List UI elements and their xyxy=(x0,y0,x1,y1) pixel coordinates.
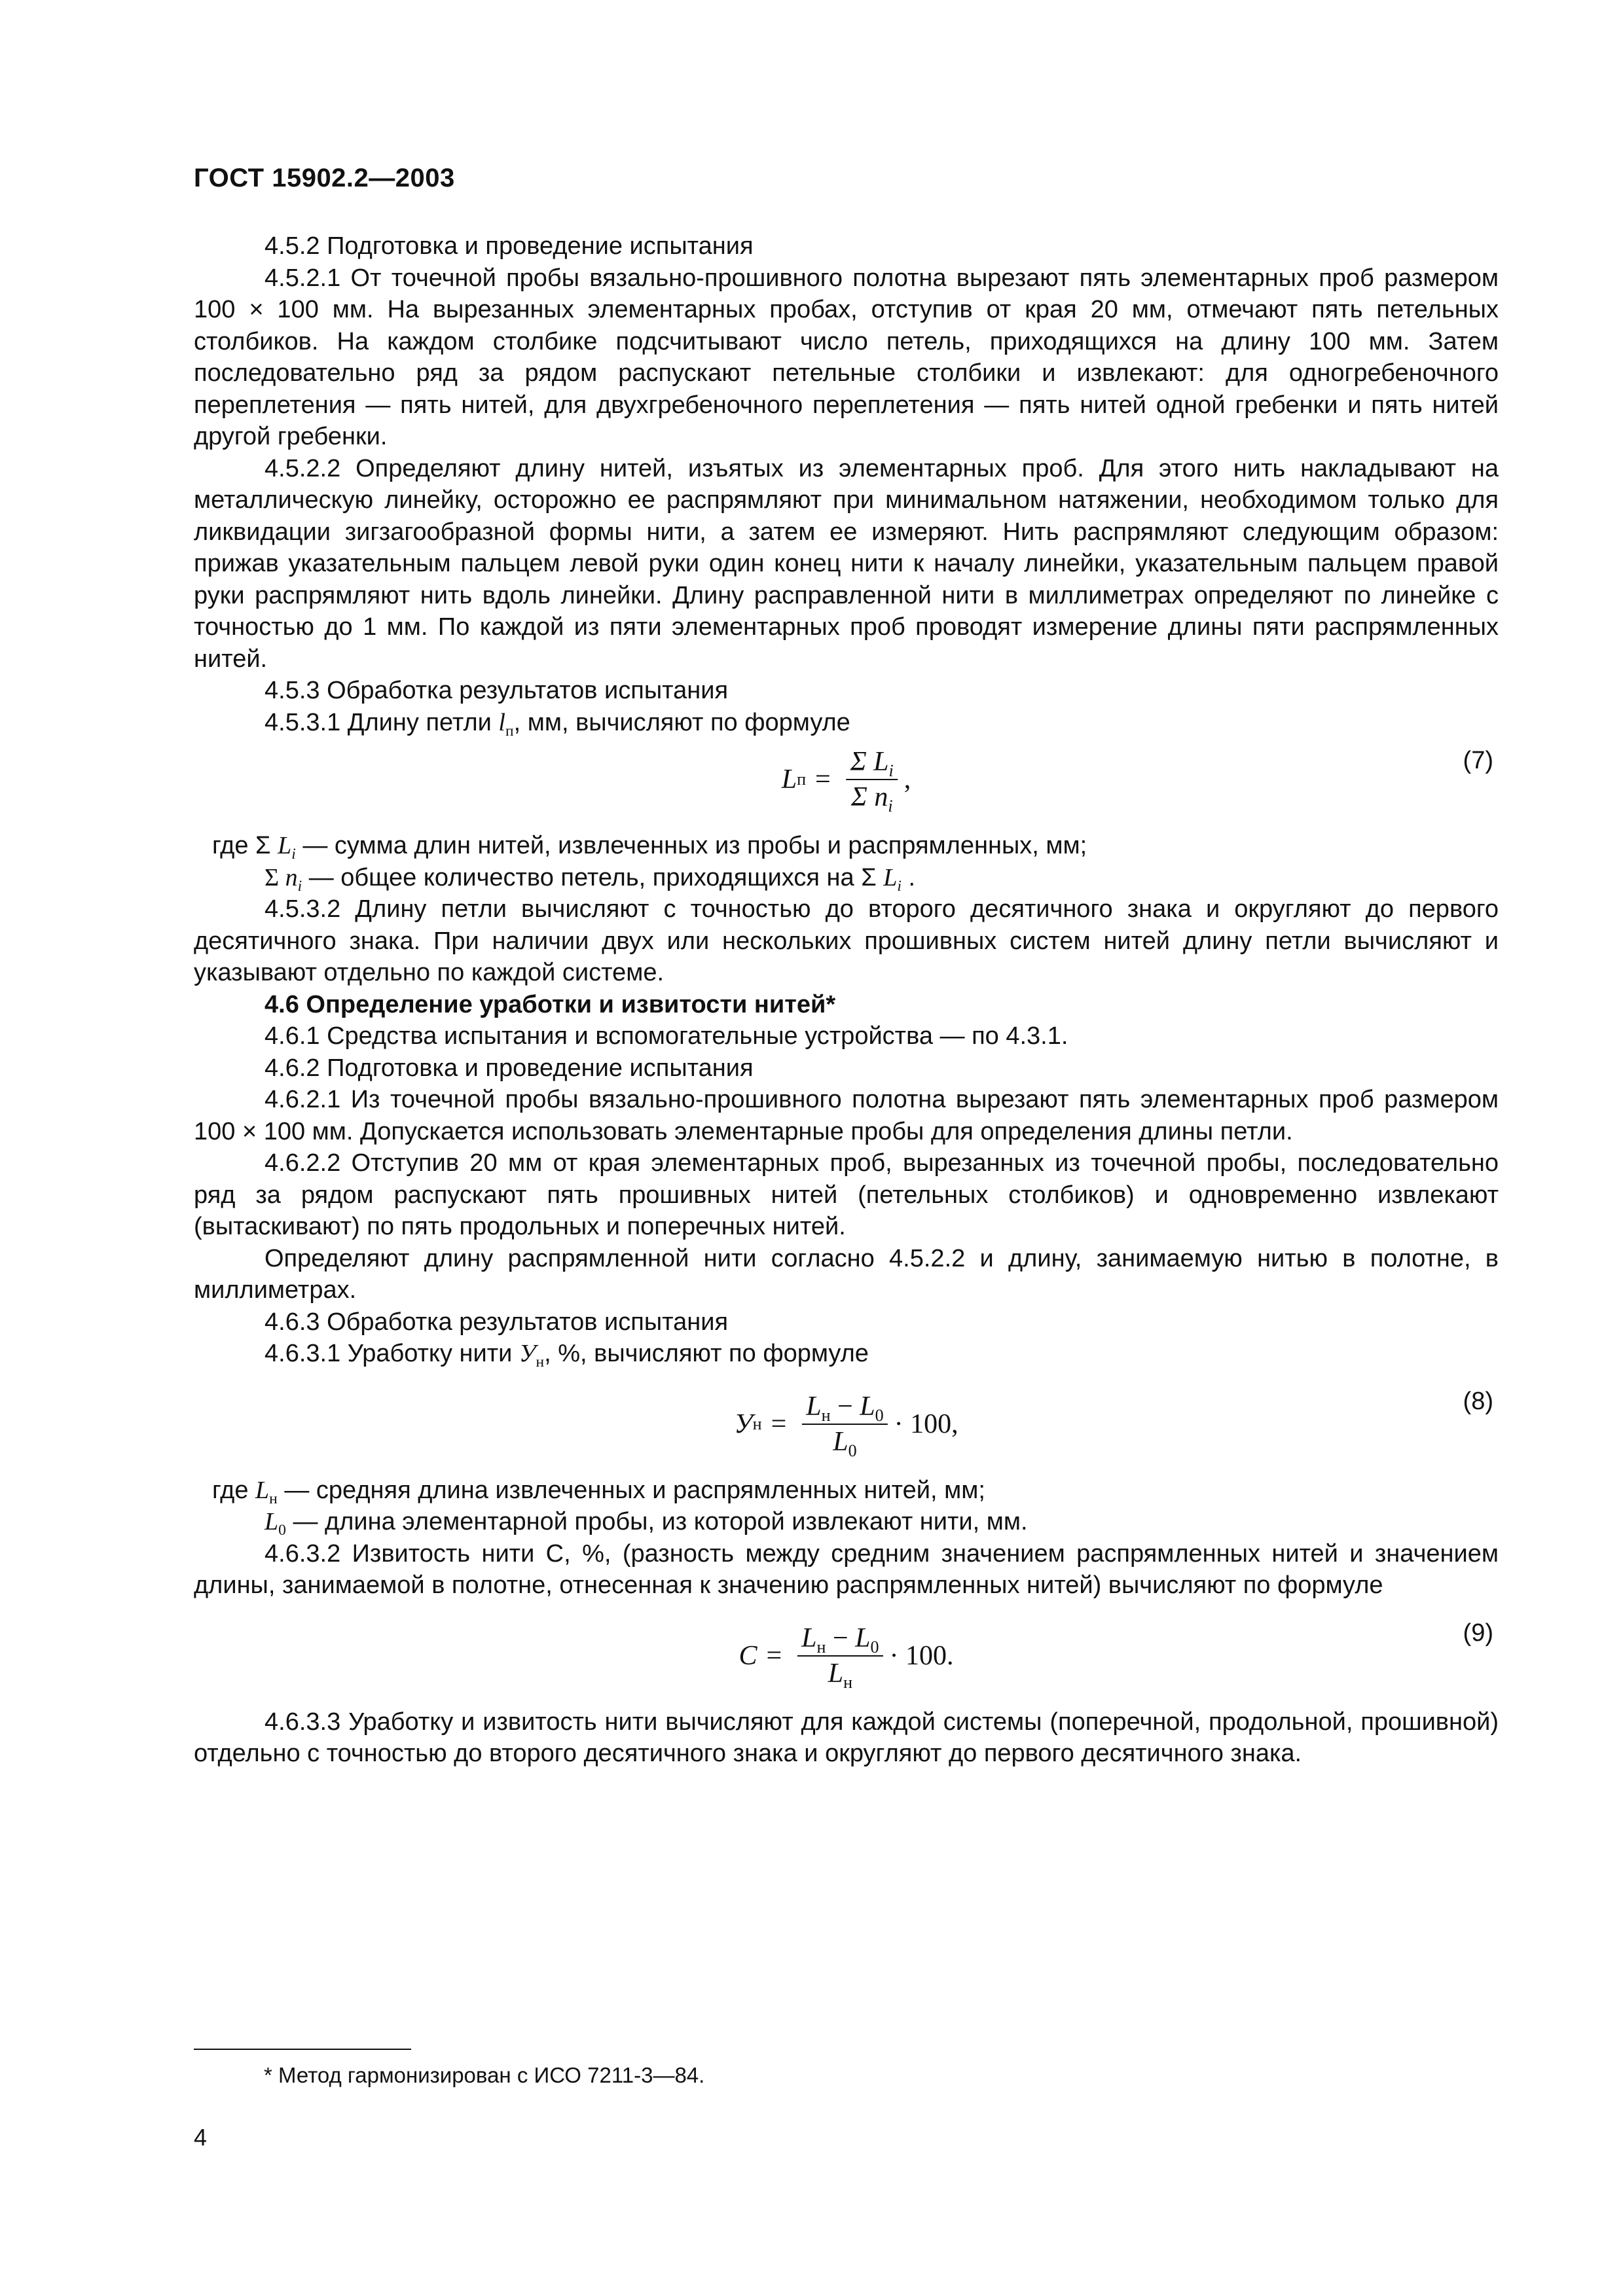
numerator-sub-b: 0 xyxy=(870,1637,879,1657)
text-run: Σ xyxy=(264,863,285,891)
math-subscript: н xyxy=(536,1354,545,1371)
paragraph-4-6-3-1 xyxy=(194,1338,1499,1370)
footnote: * Метод гармонизирован с ИСО 7211-3—84. xyxy=(264,2063,705,2087)
text-run: 4.6.3.1 Уработку нити xyxy=(264,1340,519,1367)
section-4-5-3: 4.5.3 Обработка результатов испытания xyxy=(264,677,729,704)
formula-lhs: L xyxy=(781,764,797,795)
text-run: — длина элементарной пробы, из которой извлекают нити, мм. xyxy=(285,1508,1028,1535)
text-run: . xyxy=(901,863,916,891)
document-header: ГОСТ 15902.2—2003 xyxy=(194,164,455,192)
equation-7 xyxy=(194,738,1499,830)
fraction-numerator xyxy=(847,746,898,780)
denominator-text: L xyxy=(828,1658,844,1689)
math-variable: У xyxy=(519,1340,536,1367)
numerator-var-b: L xyxy=(855,1623,871,1653)
where-8-line-2 xyxy=(194,1506,1499,1538)
section-4-6-heading: 4.6 Определение уработки и извитости нитей* xyxy=(264,990,836,1018)
paragraph-4-6-3-2: 4.6.3.2 Извитость нити С, %, (разность между средним значением распрямленных нитей и значением длины, занимаемой в полотне, отнесенная к значению распрямленных нитей) вычисляют по формуле xyxy=(194,1539,1499,1599)
paragraph-4-5-3-2: 4.5.3.2 Длину петли вычисляют с точностью до второго десятичного знака и округляют до первого десятичного знака. При наличии двух или нескольких прошивных систем нитей длину петли вычисляют и указывают отдельно по каждой системе. xyxy=(194,895,1499,986)
numerator-var-a: L xyxy=(801,1623,817,1653)
math-subscript: i xyxy=(297,877,302,895)
formula-tail: · 100, xyxy=(894,1408,958,1439)
paragraph-4-6-1: 4.6.1 Средства испытания и вспомогательные устройства — по 4.3.1. xyxy=(264,1022,1068,1050)
numerator-text: Σ L xyxy=(850,747,889,777)
text-run: 4.5.3.1 Длину петли xyxy=(264,708,499,736)
math-variable: n xyxy=(285,863,298,891)
footnote-divider xyxy=(194,2049,411,2050)
fraction-denominator xyxy=(824,1657,856,1692)
formula-lhs: У xyxy=(734,1408,753,1439)
numerator-subscript: i xyxy=(888,761,894,781)
text-run: где Σ xyxy=(212,832,278,859)
fraction-denominator xyxy=(829,1425,860,1458)
denominator-subscript: i xyxy=(888,797,893,816)
math-variable: L xyxy=(883,863,898,891)
fraction-denominator xyxy=(847,780,897,816)
paragraph-determine-length: Определяют длину распрямленной нити согласно 4.5.2.2 и длину, занимаемую нитью в полотне, в миллиметрах. xyxy=(194,1244,1499,1304)
numerator-var-b: L xyxy=(860,1391,875,1422)
formula-8: У н = $\frac{L_н - L_0}{L_0}$ · 100, xyxy=(734,1391,958,1460)
section-4-5-2: 4.5.2 Подготовка и проведение испытания xyxy=(264,232,754,260)
paragraph-4-5-3-1 xyxy=(194,707,1499,739)
denominator-text: Σ n xyxy=(850,782,888,813)
paragraph-4-6-2-1: 4.6.2.1 Из точечной пробы вязально-прошивного полотна вырезают пять элементарных проб размером 100 × 100 мм. Допускается использовать элементарные пробы для определения длины петли. xyxy=(194,1086,1499,1145)
fraction-numerator xyxy=(797,1623,883,1657)
equation-number-9: (9) xyxy=(1463,1619,1493,1647)
minus-sign: − xyxy=(826,1623,856,1653)
paragraph-4-5-2-1: 4.5.2.1 От точечной пробы вязально-прошивного полотна вырезают пять элементарных проб размером 100 × 100 мм. На вырезанных элементарных пробах, отступив от края 20 мм, отмечают пять петельных столбиков. На каждом столбике подсчитывают число петель, приходящихся на длину 100 мм. Затем последовательно ряд за рядом распускают петельные столбики и извлекают: для одногребеночного переплетения — пять нитей, для двухгребеночного переплетения — пять нитей одной гребенки и пять нитей другой гребенки. xyxy=(194,264,1499,450)
paragraph-4-6-3-3: 4.6.3.3 Уработку и извитость нити вычисляют для каждой системы (поперечной, продольной, прошивной) отдельно с точностью до второго десятичного знака и округляют до первого десятичного знака. xyxy=(194,1708,1499,1767)
equals-sign: = xyxy=(771,1408,787,1439)
denominator-subscript: 0 xyxy=(848,1441,857,1460)
document-body xyxy=(194,230,1499,1770)
where-7-line-2 xyxy=(194,862,1499,894)
fraction xyxy=(847,746,898,814)
equation-number-7: (7) xyxy=(1463,747,1493,774)
math-subscript: i xyxy=(897,877,902,895)
minus-sign: − xyxy=(830,1391,860,1422)
text-run: , мм, вычисляют по формуле xyxy=(513,708,850,736)
numerator-sub-a: н xyxy=(821,1405,831,1425)
math-variable: L xyxy=(278,832,292,859)
text-run: — средняя длина извлеченных и распрямленных нитей, мм; xyxy=(277,1476,985,1504)
fraction xyxy=(802,1391,887,1458)
where-7-line-1 xyxy=(194,830,1499,862)
denominator-subscript: н xyxy=(843,1672,852,1692)
text-run: — общее количество петель, приходящихся на Σ xyxy=(302,863,884,891)
equation-9 xyxy=(194,1602,1499,1706)
formula-tail: , xyxy=(903,764,911,795)
math-variable: l xyxy=(498,708,505,736)
math-subscript: i xyxy=(291,846,296,863)
fraction-numerator xyxy=(802,1391,887,1425)
text-run: — сумма длин нитей, извлеченных из пробы и распрямленных, мм; xyxy=(295,832,1087,859)
numerator-var-a: L xyxy=(806,1391,822,1422)
math-subscript: н xyxy=(269,1490,278,1507)
equation-number-8: (8) xyxy=(1463,1387,1493,1415)
section-4-6-2: 4.6.2 Подготовка и проведение испытания xyxy=(264,1054,754,1082)
where-8-line-1 xyxy=(194,1475,1499,1507)
formula-9 xyxy=(739,1623,953,1690)
page-number: 4 xyxy=(194,2124,208,2151)
formula-lhs: C xyxy=(739,1640,757,1671)
math-variable: L xyxy=(255,1476,270,1504)
denominator-text: L xyxy=(833,1426,848,1457)
paragraph-4-5-2-2: 4.5.2.2 Определяют длину нитей, изъятых из элементарных проб. Для этого нить накладывают на металлическую линейку, осторожно ее распрямляют при минимальном натяжении, необходимом только для ликвидации зигзагообразной формы нити, а затем ее измеряют. Нить распрямляют следующим образом: прижав указательным пальцем левой руки один конец нити к началу линейки, указательным пальцем правой руки распрямляют нить вдоль линейки. Длину расправленной нити в миллиметрах определяют по линейке с точностью до 1 мм. По каждой из пяти элементарных проб проводят измерение длины пяти распрямленных нитей. xyxy=(194,454,1499,673)
math-subscript: п xyxy=(505,722,514,740)
paragraph-4-6-2-2: 4.6.2.2 Отступив 20 мм от края элементарных проб, вырезанных из точечной пробы, последовательно ряд за рядом распускают пять прошивных нитей (петельных столбиков) и одновременно извлекают (вытаскивают) по пять продольных и поперечных нитей. xyxy=(194,1149,1499,1240)
section-4-6-3: 4.6.3 Обработка результатов испытания xyxy=(264,1308,729,1336)
equals-sign: = xyxy=(766,1640,782,1671)
formula-7: L п = $\frac{\Sigma L_i}{\Sigma n_i}$ , xyxy=(781,747,911,816)
numerator-sub-b: 0 xyxy=(875,1405,884,1425)
math-variable: L xyxy=(264,1508,279,1535)
equation-8 xyxy=(194,1370,1499,1475)
numerator-sub-a: н xyxy=(816,1637,826,1657)
text-run: , %, вычисляют по формуле xyxy=(544,1340,869,1367)
fraction xyxy=(797,1623,883,1690)
equals-sign: = xyxy=(815,764,831,795)
math-subscript: 0 xyxy=(278,1522,286,1539)
text-run: где xyxy=(212,1476,256,1504)
formula-tail: · 100. xyxy=(889,1640,954,1671)
